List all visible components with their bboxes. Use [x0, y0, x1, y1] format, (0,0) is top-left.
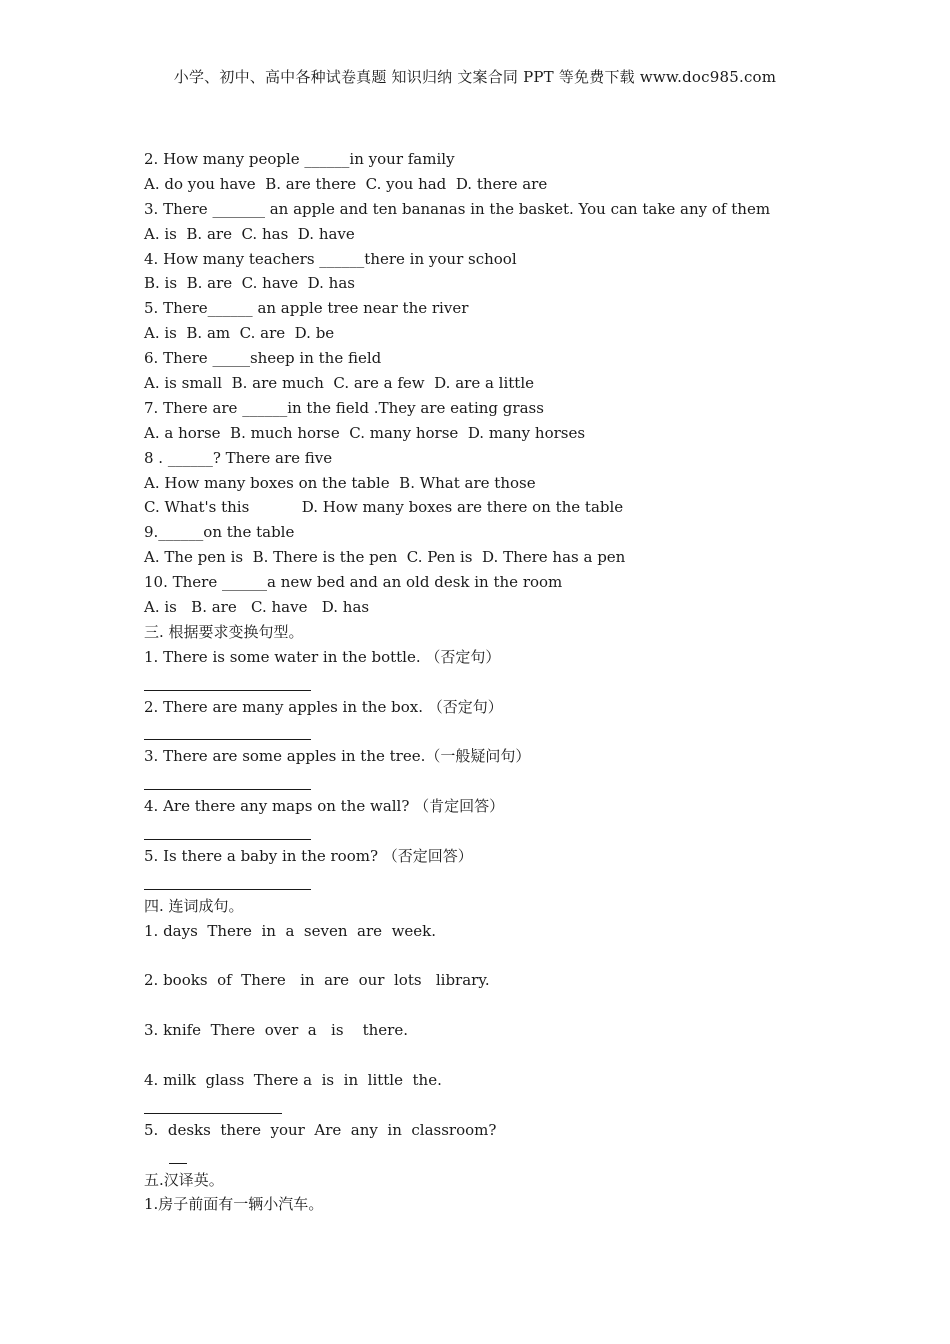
question-8-options-ab: A. How many boxes on the table B. What are those: [144, 473, 536, 492]
question-10-options: A. is B. are C. have D. has: [144, 598, 370, 617]
answer-line: [144, 769, 844, 794]
spacer: [144, 944, 844, 969]
question-6-options: A. is small B. are much C. are a few D. are a little: [144, 374, 534, 393]
answer-line: [144, 670, 844, 695]
worksheet-body: [144, 147, 844, 1217]
transform-5: 5. Is there a baby in the room? （否定回答）: [144, 846, 473, 865]
answer-line: [144, 1143, 844, 1168]
transform-2: 2. There are many apples in the box. （否定句）: [144, 697, 503, 716]
question-10: 10. There ______a new bed and an old desk in the room: [144, 573, 563, 592]
spacer: [144, 993, 844, 1018]
question-9: 9.______on the table: [144, 523, 295, 542]
question-5-options: A. is B. am C. are D. be: [144, 324, 335, 343]
answer-line: [144, 869, 844, 894]
section-5-heading: 五.汉译英。: [144, 1170, 224, 1189]
reorder-1: 1. days There in a seven are week.: [144, 921, 437, 940]
answer-line: [144, 1093, 844, 1118]
question-6: 6. There _____sheep in the field: [144, 349, 382, 368]
question-2: 2. How many people ______in your family: [144, 150, 455, 168]
question-4: 4. How many teachers ______there in your school: [144, 249, 517, 268]
translate-1: 1.房子前面有一辆小汽车。: [144, 1195, 324, 1214]
answer-line: [144, 819, 844, 844]
reorder-5: 5. desks there your Are any in classroom?: [144, 1120, 497, 1139]
transform-4: 4. Are there any maps on the wall? （肯定回答）: [144, 797, 505, 816]
question-3: 3. There _______ an apple and ten bananas in the basket. You can take any of them: [144, 199, 771, 218]
question-8: 8 . ______? There are five: [144, 448, 333, 467]
question-9-options: A. The pen is B. There is the pen C. Pen is D. There has a pen: [144, 548, 626, 567]
section-3-heading: 三. 根据要求变换句型。: [144, 622, 304, 641]
transform-1: 1. There is some water in the bottle. （否定句）: [144, 647, 501, 666]
transform-3: 3. There are some apples in the tree.（一般疑问句）: [144, 747, 531, 766]
question-5: 5. There______ an apple tree near the river: [144, 299, 469, 318]
reorder-3: 3. knife There over a is there.: [144, 1021, 409, 1040]
reorder-2: 2. books of There in are our lots library.: [144, 971, 490, 990]
question-4-options: B. is B. are C. have D. has: [144, 274, 355, 293]
question-2-options: A. do you have B. are there C. you had D. there are: [144, 174, 548, 193]
question-3-options: A. is B. are C. has D. have: [144, 224, 355, 243]
reorder-4: 4. milk glass There a is in little the.: [144, 1070, 442, 1089]
page-header: 小学、初中、高中各种试卷真题 知识归纳 文案合同 PPT 等免费下载 www.doc985.com: [173, 68, 777, 86]
question-7: 7. There are ______in the field .They are eating grass: [144, 398, 544, 417]
section-4-heading: 四. 连词成句。: [144, 896, 244, 915]
spacer: [144, 1043, 844, 1068]
question-8-options-cd: C. What's this D. How many boxes are there on the table: [144, 498, 624, 517]
answer-line: [144, 719, 844, 744]
question-7-options: A. a horse B. much horse C. many horse D. many horses: [144, 423, 586, 442]
